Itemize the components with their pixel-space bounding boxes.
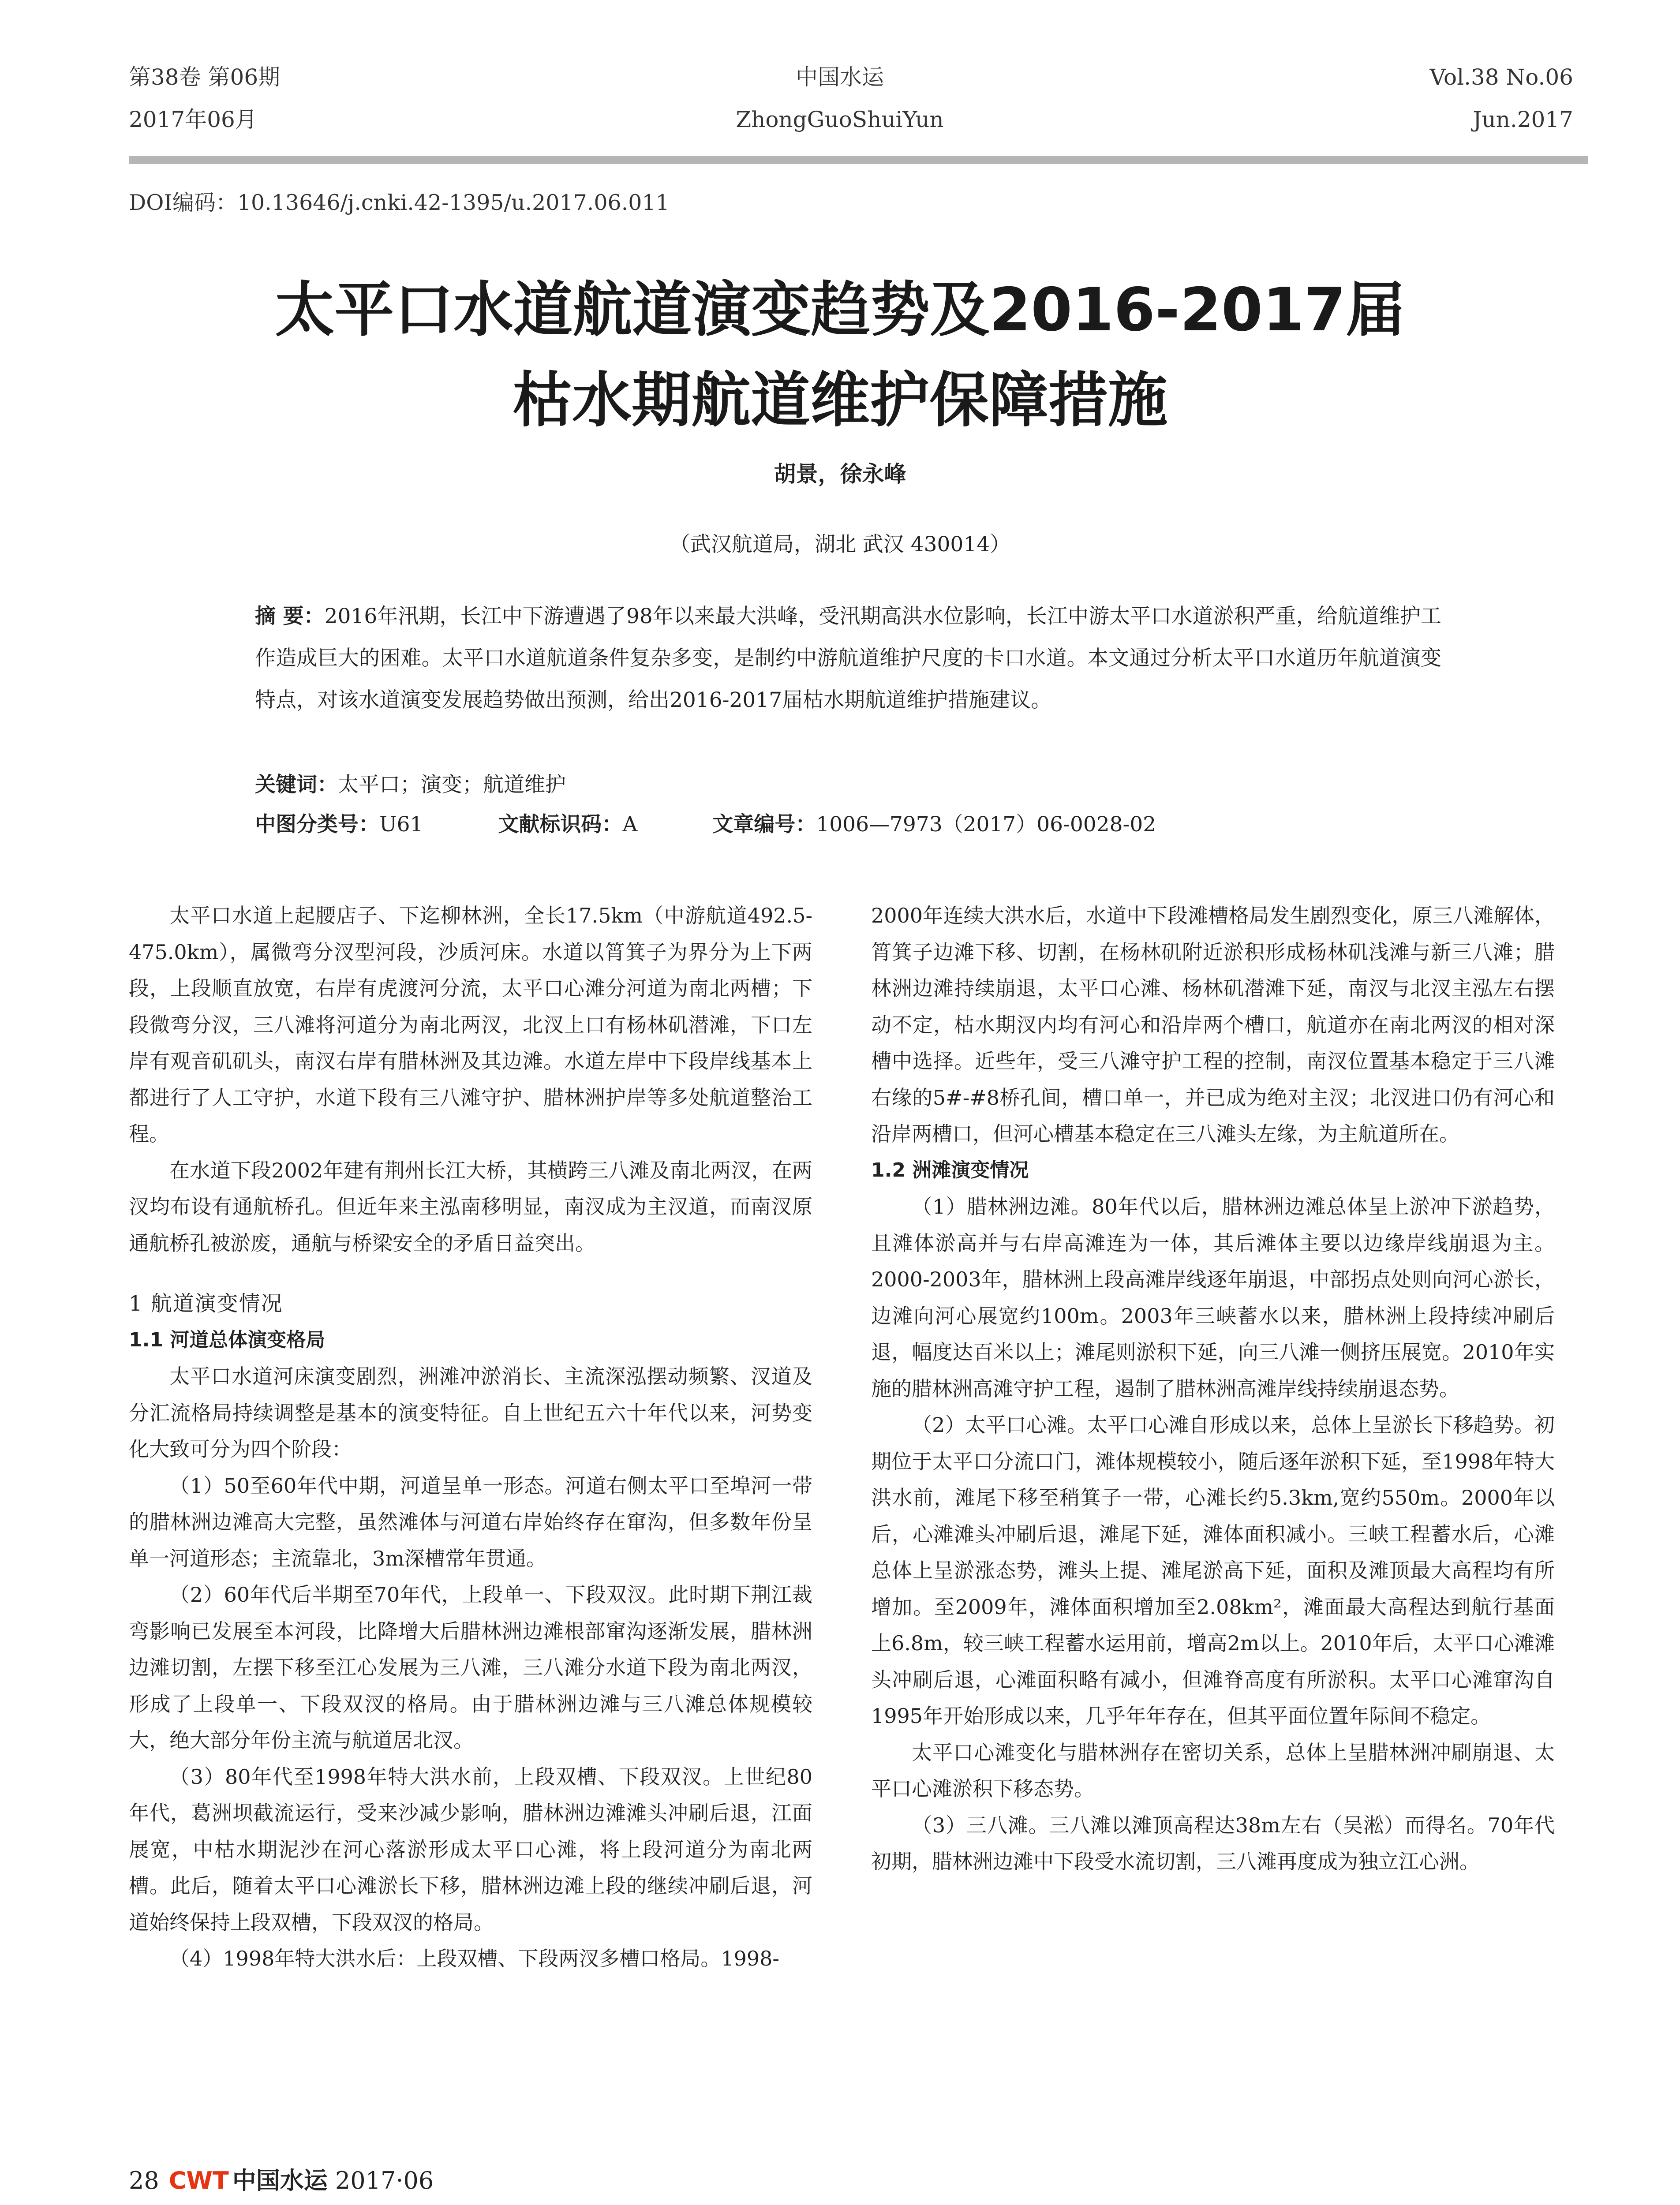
body-paragraph: 太平口心滩变化与腊林洲存在密切关系，总体上呈腊林洲冲刷崩退、太平口心滩淤积下移态势。: [871, 1740, 1555, 1801]
running-header-right: [1429, 62, 1573, 146]
keywords-label: 关键词：: [255, 773, 338, 797]
footer-magazine: 中国水运: [232, 2167, 328, 2194]
classification-line: [255, 805, 1231, 845]
affiliation: （武汉航道局，湖北 武汉 430014）: [669, 532, 1011, 557]
header-rule: [129, 156, 1588, 164]
document-code: [498, 805, 637, 845]
doi: DOI编码：10.13646/j.cnki.42-1395/u.2017.06.011: [129, 190, 670, 215]
body-paragraph: 在水道下段2002年建有荆州长江大桥，其横跨三八滩及南北两汊，在两汊均布设有通航桥孔。但近年来主泓南移明显，南汊成为主汊道，而南汊原通航桥孔被淤废，通航与桥梁安全的矛盾日益突出。: [129, 1158, 812, 1255]
page-number: 28: [129, 2167, 159, 2194]
volume-issue-en: Vol.38 No.06: [1429, 64, 1573, 90]
body-paragraph: （1）腊林洲边滩。80年代以后，腊林洲边滩总体呈上淤冲下淤趋势，且滩体淤高并与右岸高滩连为一体，其后滩体主要以边缘岸线崩退为主。2000-2003年，腊林洲上段高滩岸线逐年崩退，中部拐点处则向河心淤长，边滩向河心展宽约100m。2003年三峡蓄水以来，腊林洲上段持续冲刷后退，幅度达百米以上；滩尾则淤积下延，向三八滩一侧挤压展宽。2010年实施的腊林洲高滩守护工程，遏制了腊林洲高滩岸线持续崩退态势。: [871, 1195, 1555, 1401]
body-paragraph: （2）60年代后半期至70年代，上段单一、下段双汊。此时期下荆江裁弯影响已发展至本河段，比降增大后腊林洲边滩根部窜沟逐渐发展，腊林洲边滩切割，左摆下移至江心发展为三八滩，三八滩分水道下段为南北两汊，形成了上段单一、下段双汊的格局。由于腊林洲边滩与三八滩总体规模较大，绝大部分年份主流与航道居北汊。: [129, 1583, 812, 1752]
journal-name-pinyin: ZhongGuoShuiYun: [736, 107, 944, 132]
volume-issue: 第38卷 第06期: [129, 64, 281, 90]
body-paragraph: 太平口水道河床演变剧烈，洲滩冲淤消长、主流深泓摆动频繁、汊道及分汇流格局持续调整是基本的演变特征。自上世纪五六十年代以来，河势变化大致可分为四个阶段：: [129, 1364, 812, 1461]
running-header-left: [129, 62, 280, 146]
clc-label: 中图分类号：: [255, 812, 379, 837]
body-paragraph: （4）1998年特大洪水后：上段双槽、下段两汊多槽口格局。1998-: [169, 1947, 779, 1970]
document-code-label: 文献标识码：: [498, 812, 623, 837]
clc-value: U61: [379, 812, 423, 837]
document-code-value: A: [622, 812, 638, 837]
title-line-1: 太平口水道航道演变趋势及2016-2017届: [275, 275, 1405, 344]
section-heading: 1 航道演变情况: [129, 1291, 283, 1316]
cwt-logo: CWT: [168, 2167, 229, 2194]
body-column-right: [871, 897, 1555, 1880]
body-paragraph: （3）80年代至1998年特大洪水前，上段双槽、下段双汊。上世纪80年代，葛洲坝截流运行，受来沙减少影响，腊林洲边滩滩头冲刷后退，江面展宽，中枯水期泥沙在河心落淤形成太平口心滩，将上段河道分为南北两槽。此后，随着太平口心滩淤长下移，腊林洲边滩上段的继续冲刷后退，河道始终保持上段双槽，下段双汊的格局。: [129, 1764, 812, 1934]
journal-name: 中国水运: [796, 64, 884, 90]
keywords-text: 太平口；演变；航道维护: [338, 773, 566, 797]
keywords: [255, 765, 566, 805]
body-paragraph: （2）太平口心滩。太平口心滩自形成以来，总体上呈淤长下移趋势。初期位于太平口分流口门，滩体规模较小，随后逐年淤积下延，至1998年特大洪水前，滩尾下移至稍箕子一带，心滩长约5.3km,宽约550m。2000年以后，心滩滩头冲刷后退，滩尾下延，滩体面积减小。三峡工程蓄水后，心滩总体上呈淤涨态势，滩头上提、滩尾淤高下延，面积及滩顶最大高程均有所增加。至2009年，滩体面积增加至2.08km²，滩面最大高程达到航行基面上6.8m，较三峡工程蓄水运用前，增高2m以上。2010年后，太平口心滩滩头冲刷后退，心滩面积略有减小，但滩脊高度有所淤积。太平口心滩窜沟自1995年开始形成以来，几乎年年存在，但其平面位置年际间不稳定。: [871, 1413, 1555, 1728]
clc-number: [255, 805, 423, 845]
authors: 胡景，徐永峰: [774, 461, 906, 487]
subsection-heading: 1.2 洲滩演变情况: [871, 1159, 1029, 1181]
article-title: [129, 265, 1551, 445]
article-number-label: 文章编号：: [712, 812, 816, 837]
article-number: [712, 805, 1156, 845]
abstract: [255, 595, 1441, 721]
footer-issue: 2017·06: [335, 2167, 434, 2194]
article-number-value: 1006—7973（2017）06-0028-02: [816, 812, 1156, 837]
body-paragraph: （1）50至60年代中期，河道呈单一形态。河道右侧太平口至埠河一带的腊林洲边滩高大完整，虽然滩体与河道右岸始终存在窜沟，但多数年份呈单一河道形态；主流靠北，3m深槽常年贯通。: [129, 1473, 812, 1570]
body-paragraph: 2000年连续大洪水后，水道中下段滩槽格局发生剧烈变化，原三八滩解体，筲箕子边滩下移、切割，在杨林矶附近淤积形成杨林矶浅滩与新三八滩；腊林洲边滩持续崩退，太平口心滩、杨林矶潜滩下延，南汊与北汊主泓左右摆动不定，枯水期汊内均有河心和沿岸两个槽口，航道亦在南北两汊的相对深槽中选择。近些年，受三八滩守护工程的控制，南汊位置基本稳定于三八滩右缘的5#-#8桥孔间，槽口单一，并已成为绝对主汊；北汊进口仍有河心和沿岸两槽口，但河心槽基本稳定在三八滩头左缘，为主航道所在。: [871, 904, 1555, 1146]
body-paragraph: 太平口水道上起腰店子、下迄柳林洲，全长17.5km（中游航道492.5-475.0km），属微弯分汊型河段，沙质河床。水道以筲箕子为界分为上下两段，上段顺直放宽，右岸有虎渡河分流，太平口心滩分河道为南北两槽；下段微弯分汊，三八滩将河道分为南北两汊，北汊上口有杨林矶潜滩，下口左岸有观音矶矶头，南汊右岸有腊林洲及其边滩。水道左岸中下段岸线基本上都进行了人工守护，水道下段有三八滩守护、腊林洲护岸等多处航道整治工程。: [129, 904, 812, 1146]
abstract-label: 摘 要：: [255, 604, 325, 628]
body-paragraph: （3）三八滩。三八滩以滩顶高程达38m左右（吴淞）而得名。70年代初期，腊林洲边滩中下段受水流切割，三八滩再度成为独立江心洲。: [871, 1813, 1555, 1873]
body-column-left: [129, 897, 812, 1977]
abstract-text: 2016年汛期，长江中下游遭遇了98年以来最大洪峰，受汛期高洪水位影响，长江中游太平口水道淤积严重，给航道维护工作造成巨大的困难。太平口水道航道条件复杂多变，是制约中游航道维护尺度的卡口水道。本文通过分析太平口水道历年航道演变特点，对该水道演变发展趋势做出预测，给出2016-2017届枯水期航道维护措施建议。: [255, 604, 1441, 712]
page-footer: [129, 2163, 434, 2198]
title-line-2: 枯水期航道维护保障措施: [513, 366, 1167, 435]
publication-date-en: Jun.2017: [1473, 107, 1573, 132]
publication-date: 2017年06月: [129, 107, 257, 132]
running-header-center: [619, 62, 1060, 146]
subsection-heading: 1.1 河道总体演变格局: [129, 1328, 326, 1351]
